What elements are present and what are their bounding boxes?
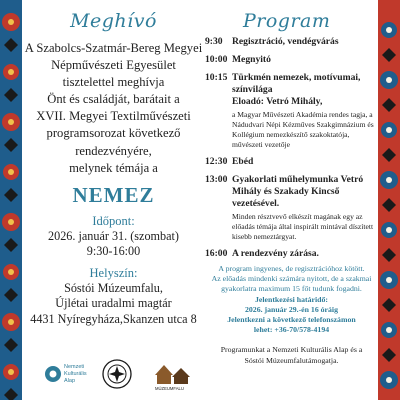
invitation-column <box>22 0 205 400</box>
intro-line: tisztelettel meghívja <box>62 75 165 90</box>
registration-note <box>205 264 378 335</box>
program-time: 13:00 <box>205 174 228 185</box>
venue-label: Helyszín: <box>89 265 138 280</box>
venue-line: 4431 Nyíregyháza,Skanzen utca 8 <box>30 311 197 326</box>
footer-line: Sóstói Múzeumfalutámogatja. <box>244 355 339 365</box>
program-item <box>205 156 378 168</box>
event-theme: NEMEZ <box>72 182 155 207</box>
program-item-body <box>232 174 378 242</box>
program-title: Ebéd <box>232 156 254 167</box>
nka-text-line: Nemzeti <box>64 364 85 370</box>
program-item <box>205 174 378 242</box>
program-heading: Program <box>243 10 331 32</box>
program-list <box>205 36 378 260</box>
nka-logo <box>44 357 92 396</box>
sponsor-logos <box>22 357 205 391</box>
intro-line: Önt és családját, barátait a <box>47 92 180 107</box>
nka-text-line: Alap <box>64 378 76 384</box>
program-description: Minden résztvevő elkészít magának egy az előadás témája által inspirált mintával díszített kisebb nemeztárgyat. <box>232 212 374 241</box>
venue-line: Újlétai uradalmi magtár <box>55 296 172 311</box>
embroidery-border-left <box>0 0 22 400</box>
invitation-heading: Meghívó <box>70 10 157 32</box>
association-emblem <box>102 357 132 396</box>
program-time: 9:30 <box>205 36 223 47</box>
intro-line: A Szabolcs-Szatmár-Bereg Megyei <box>24 41 203 55</box>
program-item <box>205 72 378 150</box>
sponsor-footer <box>205 345 378 365</box>
program-title: Gyakorlati műhelymunka Vetró Mihály és Szakady Kincső vezetésével. <box>232 174 364 209</box>
footer-line: Programunkat a Nemzeti Kulturális Alap és a <box>220 345 363 355</box>
intro-line: melynek témája a <box>69 160 158 175</box>
deadline-label: Jelentkezési határidő: <box>255 294 328 304</box>
invitation-text <box>22 40 205 177</box>
program-title: Regisztráció, vendégvárás <box>232 36 339 47</box>
program-column <box>205 0 378 400</box>
intro-line: programsorozat következő <box>46 126 181 141</box>
deadline-date: 2026. január 29.-én 16 óráig <box>245 304 338 314</box>
embroidery-border-right <box>378 0 400 400</box>
program-description: a Magyar Művészeti Akadémia rendes tagja, a Nádudvari Népi Kézműves Szakgimnázium és Kollégium nemezkészítő szakoktatója, művészeti vezetője <box>232 110 374 149</box>
contact-line: Jelentkezni a következő telefonszámon <box>227 315 356 325</box>
venue-line: Sóstói Múzeumfalu, <box>64 280 163 295</box>
program-time: 16:00 <box>205 248 228 259</box>
intro-line: Népművészeti Egyesület <box>51 58 176 73</box>
event-time: 9:30-16:00 <box>86 244 141 259</box>
museum-logo-text: MÚZEUMFALU <box>155 386 184 391</box>
program-title: A rendezvény zárása. <box>232 248 319 259</box>
program-title: Megnyitó <box>232 54 271 65</box>
note-line: gyakorlatra maximum 15 főt tudunk fogadni. <box>221 284 362 294</box>
program-time: 12:30 <box>205 156 228 167</box>
date-label: Időpont: <box>92 213 135 228</box>
program-time: 10:00 <box>205 54 228 65</box>
program-title: Türkmén nemezek, motívumai, színvilága Eloadó: Vetró Mihály, <box>232 72 361 107</box>
intro-line: rendezvényére, <box>75 143 152 158</box>
note-line: Az előadás mindenki számára nyitott, de a szakmai <box>211 274 372 284</box>
event-date: 2026. január 31. (szombat) <box>48 228 179 243</box>
nka-text-line: Kulturális <box>64 371 87 377</box>
program-item <box>205 54 378 66</box>
note-line: A program ingyenes, de regisztrációhoz kötött. <box>218 264 365 273</box>
museum-village-logo <box>152 357 194 396</box>
program-item-body <box>232 72 378 150</box>
program-item <box>205 248 378 260</box>
program-time: 10:15 <box>205 72 228 83</box>
program-item <box>205 36 378 48</box>
phone-number: lehet: +36-70/578-4194 <box>253 325 330 335</box>
intro-line: XVII. Megyei Textilművészeti <box>36 109 191 124</box>
